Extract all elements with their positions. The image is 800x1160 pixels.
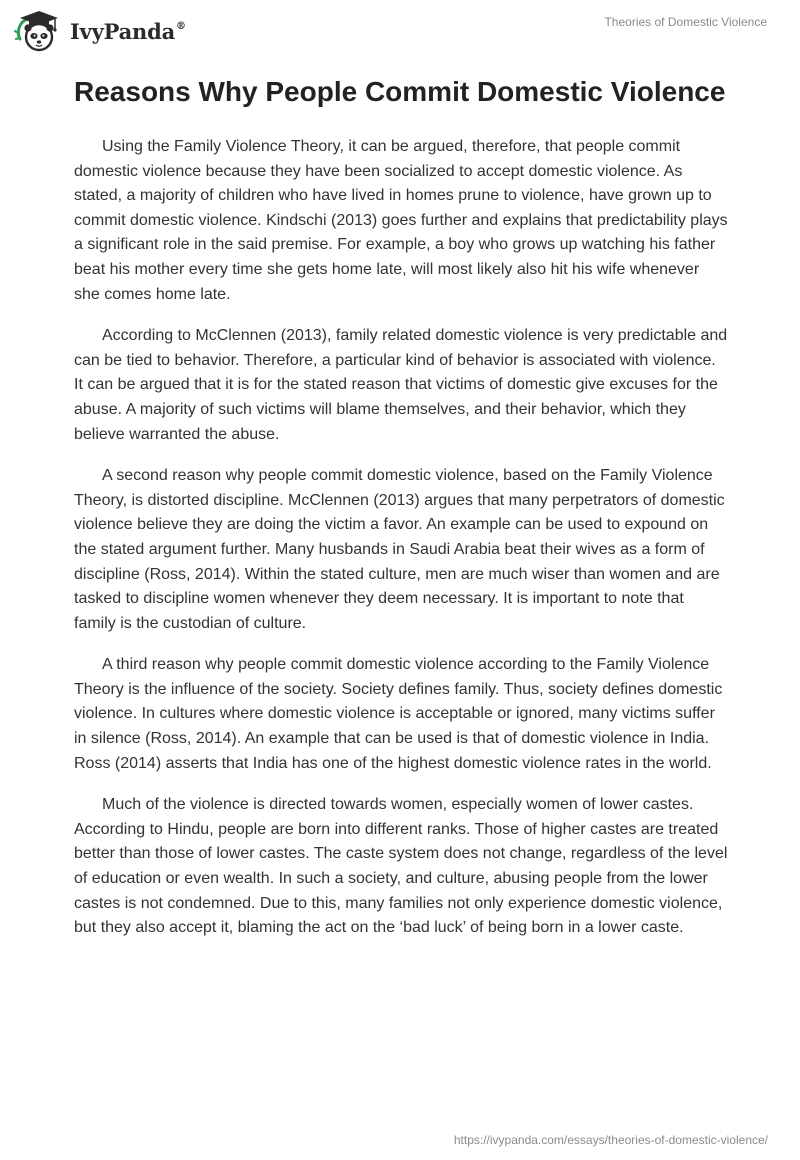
article-heading: Reasons Why People Commit Domestic Violence	[74, 76, 726, 107]
paragraph: A second reason why people commit domestic violence, based on the Family Violence Theory, is distorted discipline. McClennen (2013) argues that many perpetrators of domestic violence believe they are doing the victim a favor. An example can be used to expound on the stated argument further. Many husbands in Saudi Arabia beat their wives as a form of discipline (Ross, 2014). Within the stated culture, men are much wiser than women and are tasked to discipline women whenever they deem necessary. It is important to note that family is the custodian of culture.	[74, 467, 725, 632]
paragraph: According to McClennen (2013), family related domestic violence is very predictable and can be tied to behavior. Therefore, a particular kind of behavior is associated with violence. It can be argued that it is for the stated reason that victims of domestic give excuses for the abuse. A majority of such victims will blame themselves, and their behavior, which they believe warranted the abuse.	[74, 327, 728, 443]
paragraph: A third reason why people commit domestic violence according to the Family Violence Theory is the influence of the society. Society defines family. Thus, society defines domestic violence. In cultures where domestic violence is acceptable or ignored, many victims suffer in silence (Ross, 2014). An example that can be used is that of domestic violence in India. Ross (2014) asserts that India has one of the highest domestic violence rates in the world.	[74, 656, 723, 772]
article-body	[74, 73, 728, 958]
ivypanda-logo[interactable]	[14, 9, 186, 53]
page-header	[0, 0, 800, 60]
logo-text: IvyPanda	[70, 18, 176, 44]
paragraph: Much of the violence is directed towards women, especially women of lower castes. According to Hindu, people are born into different ranks. Those of higher castes are treated better than those of lower castes. The caste system does not change, regardless of the level of education or even wealth. In such a society, and culture, abusing people from the lower castes is not condemned. Due to this, many families not only experience domestic violence, but they also accept it, blaming the act on the ‘bad luck’ of being born in a lower caste.	[74, 796, 728, 937]
running-title: Theories of Domestic Violence	[604, 15, 767, 29]
registered-mark: ®	[176, 20, 186, 32]
paragraph: Using the Family Violence Theory, it can be argued, therefore, that people commit domestic violence because they have been socialized to accept domestic violence. As stated, a majority of children who have lived in homes prune to violence, have grown up to commit domestic violence. Kindschi (2013) goes further and explains that predictability plays a significant role in the said premise. For example, a boy who grows up watching his father beat his mother every time she gets home late, will most likely also hit his wife whenever she comes home late.	[74, 138, 728, 303]
source-url[interactable]: https://ivypanda.com/essays/theories-of-domestic-violence/	[453, 1133, 768, 1147]
panda-graduate-icon	[14, 9, 64, 53]
logo-wordmark	[70, 19, 186, 44]
